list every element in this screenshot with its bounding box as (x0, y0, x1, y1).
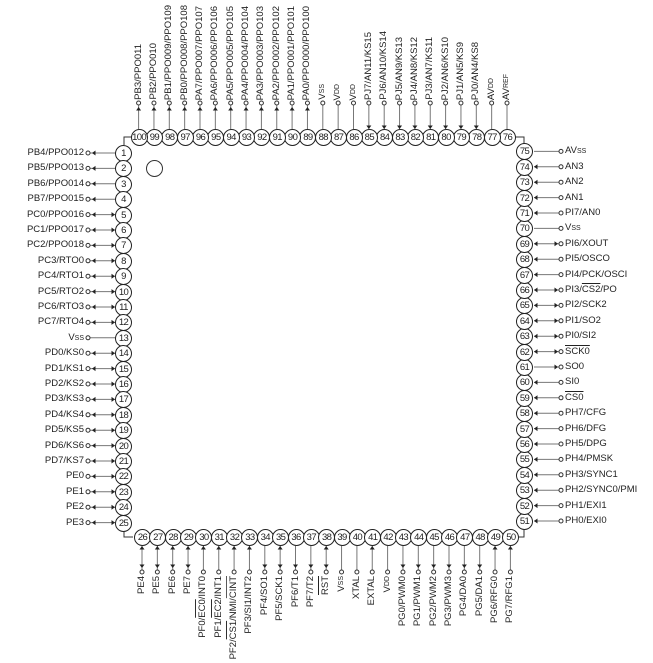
pin-number: 97 (177, 129, 194, 146)
pin-number: 28 (165, 529, 182, 546)
pin-number: 37 (303, 529, 320, 546)
pin-number: 69 (516, 236, 533, 253)
pin-label: PC7/RTO4 (37, 316, 84, 328)
pin-label: PH0/EXI0 (565, 515, 607, 526)
pin-number: 93 (238, 129, 255, 146)
pin-label: PC2/PPO018 (26, 239, 84, 251)
pin-label: VSS (68, 331, 84, 343)
pin-label: VSS (316, 84, 328, 100)
pin-number: 5 (115, 207, 132, 224)
pin-label: PD5/KS5 (44, 424, 84, 436)
pin-label: PF4/SO1 (258, 576, 270, 616)
pin-number: 81 (422, 129, 439, 146)
pin-number: 39 (334, 529, 351, 546)
pin-number: 21 (115, 453, 132, 470)
pin-number: 18 (115, 407, 132, 424)
pin-label: PJ0/AN4/KS8 (470, 41, 482, 100)
pin-label: PF2/CS1/NMI/CINT (228, 576, 240, 660)
pin-number: 63 (516, 328, 533, 345)
pin-number: 73 (516, 174, 533, 191)
pin-label: PA5/PPO005/PPO105 (224, 5, 236, 100)
pin-label: PG0/PWM0 (396, 576, 408, 627)
pin-number: 23 (115, 484, 132, 501)
pin-number: 71 (516, 205, 533, 222)
pin-label: PF3/SI1/INT2 (243, 576, 255, 634)
pin-number: 26 (134, 529, 151, 546)
pin-number: 75 (516, 143, 533, 160)
pin-number: 50 (502, 529, 519, 546)
pin-label: PG1/PWM1 (412, 576, 424, 627)
pin-label: PI0/SI2 (565, 330, 597, 342)
pin-number: 43 (395, 529, 412, 546)
pin-label: PH3/SYNC1 (565, 468, 618, 480)
pin-number: 1 (115, 145, 132, 162)
pin-label: PJ7/AN11/KS15 (362, 32, 374, 100)
pin-number: 89 (299, 129, 316, 146)
pin-label: PC0/PPO016 (26, 208, 84, 220)
pin-label: PA4/PPO004/PPO104 (240, 5, 252, 100)
pin-label: VSS (565, 222, 581, 234)
pin-label: PH6/DFG (565, 422, 607, 434)
pin-number: 62 (516, 344, 533, 361)
pin-label: PA3/PPO003/PPO103 (255, 5, 267, 100)
pin-number: 64 (516, 313, 533, 330)
pin-label: PC3/RTO0 (37, 254, 84, 266)
pin-number: 35 (272, 529, 289, 546)
pin-number: 70 (516, 220, 533, 237)
pin-number: 74 (516, 159, 533, 176)
pin-label: PH5/DPG (565, 438, 607, 449)
pin-number: 34 (257, 529, 274, 546)
pin-number: 2 (115, 160, 132, 177)
pin-label: AN3 (565, 160, 584, 172)
pin-label: PH7/CFG (565, 407, 607, 419)
pin-label: PD4/KS4 (44, 408, 84, 420)
pin-label: PD0/KS0 (44, 347, 84, 359)
pin-number: 27 (149, 529, 166, 546)
pin-number: 91 (269, 129, 286, 146)
pin-label: EXTAL (366, 576, 378, 606)
pin-number: 88 (315, 129, 332, 146)
pin-label: PE0 (66, 470, 84, 482)
pin-number: 96 (192, 129, 209, 146)
pin-number: 16 (115, 376, 132, 393)
pin-number: 90 (284, 129, 301, 146)
pin-number: 42 (380, 529, 397, 546)
pin-label: PI3/CS2/PO (565, 284, 617, 295)
pin-number: 57 (516, 421, 533, 438)
pin-number: 10 (115, 284, 132, 301)
pin-number: 4 (115, 191, 132, 208)
pin-number: 24 (115, 499, 132, 516)
pin-label: VSS (335, 576, 347, 592)
pin-number: 58 (516, 405, 533, 422)
pin-number: 54 (516, 467, 533, 484)
pin-number: 46 (441, 529, 458, 546)
pin-label: PI7/AN0 (565, 207, 601, 218)
pin-label: PD3/KS3 (44, 393, 84, 405)
pin-number: 47 (456, 529, 473, 546)
pin-number: 25 (115, 515, 132, 532)
pin-number: 33 (241, 529, 258, 546)
pin-number: 84 (376, 129, 393, 146)
pin-label: PB5/PPO013 (27, 162, 84, 174)
pin-number: 61 (516, 359, 533, 376)
pin-label: PB0/PPO008/PPO108 (178, 4, 190, 100)
pin-label: AVREF (501, 74, 512, 100)
pin-label: PD1/KS1 (44, 362, 84, 374)
pin-number: 20 (115, 438, 132, 455)
pin-number: 44 (410, 529, 427, 546)
pin-label: PF7/T2 (304, 576, 316, 608)
pin-label: PE2 (66, 501, 84, 513)
pin-label: PC6/RTO3 (37, 301, 84, 312)
pin-label: VDD (347, 83, 359, 100)
pin-number: 45 (426, 529, 443, 546)
pin-label: PJ5/AN9/KS13 (393, 36, 405, 100)
pin-number: 22 (115, 468, 132, 485)
pin-label: PB7/PPO015 (27, 193, 84, 205)
pin-number: 55 (516, 451, 533, 468)
pin-number: 8 (115, 253, 132, 270)
pin-label: AN1 (565, 191, 584, 203)
pin-label: SCK0 (565, 345, 590, 357)
pin-label: PA0/PPO000/PPO100 (301, 5, 313, 100)
pin-label: PI4/PCK/OSCI (565, 268, 628, 280)
pin-label: PG5/DA1 (473, 576, 485, 617)
pin-number: 30 (195, 529, 212, 546)
pin-label: PH4/PMSK (565, 453, 614, 465)
pin-number: 31 (211, 529, 228, 546)
pin-number: 15 (115, 361, 132, 378)
pin-label: PH1/EXI1 (565, 499, 607, 511)
pin-label: PB6/PPO014 (27, 177, 84, 189)
pin-label: PA2/PPO002/PPO102 (270, 5, 282, 100)
pin-label: PC1/PPO017 (26, 224, 84, 235)
pin-label: PE4 (136, 576, 147, 594)
pin-number: 59 (516, 390, 533, 407)
pin-label: PC5/RTO2 (37, 285, 84, 297)
pin-number: 9 (115, 268, 132, 285)
pin-label: XTAL (350, 576, 362, 600)
pin-number: 66 (516, 282, 533, 299)
pin-number: 41 (364, 529, 381, 546)
pin-label: PD2/KS2 (44, 378, 84, 389)
pin-number: 76 (499, 129, 516, 146)
pin-number: 19 (115, 422, 132, 439)
pin-number: 79 (453, 129, 470, 146)
pin-label: PA6/PPO006/PPO106 (209, 5, 221, 100)
pin-label: PE7 (182, 576, 194, 594)
pin-label: PC4/RTO1 (37, 270, 84, 282)
pin-number: 82 (407, 129, 424, 146)
pin-label: PF6/T1 (289, 576, 301, 608)
pin-number: 13 (115, 330, 132, 347)
pin-label: PH2/SYNC0/PMI (565, 484, 638, 496)
pin-label: PE6 (166, 576, 178, 594)
pin-number: 32 (226, 529, 243, 546)
pin-number: 3 (115, 176, 132, 193)
pin-number: 56 (516, 436, 533, 453)
pin-label: RST (320, 576, 332, 595)
pin-label: PB4/PPO012 (27, 147, 84, 158)
pin-label: PE1 (66, 485, 84, 497)
pin-label: SI0 (565, 376, 580, 388)
pin-label: AN2 (565, 176, 584, 188)
pin-number: 99 (146, 129, 163, 146)
pin-number: 86 (346, 129, 363, 146)
pin-label: AVSS (565, 145, 587, 157)
pin-number: 6 (115, 222, 132, 239)
pin-label: PE3 (66, 516, 84, 528)
pin-label: PA1/PPO001/PPO101 (286, 5, 298, 100)
pin-label: CS0 (565, 391, 584, 403)
pin-number: 51 (516, 513, 533, 530)
pin-number: 11 (115, 299, 132, 316)
pin-label: PG2/PWM2 (427, 576, 439, 627)
pin-label: PE5 (151, 576, 163, 594)
pin-number: 92 (253, 129, 270, 146)
pin-number: 87 (330, 129, 347, 146)
pin-label: PG4/DA0 (458, 576, 470, 617)
pin-label: PB1/PPO009/PPO109 (163, 4, 175, 100)
pin-label: PF0/EC0/INT0 (197, 576, 209, 638)
pin-label: PI2/SCK2 (565, 299, 607, 311)
pin-number: 68 (516, 251, 533, 268)
pin-label: PG3/PWM3 (443, 576, 454, 627)
pin-label: PG6/RFG0 (489, 576, 501, 623)
pin-number: 12 (115, 314, 132, 331)
pin-label: PA7/PPO007/PPO107 (194, 5, 205, 100)
pin-label: PB2/PPO010 (147, 43, 159, 100)
pin-number: 53 (516, 482, 533, 499)
pin-number: 100 (131, 129, 148, 146)
pin-label: PJ6/AN10/KS14 (378, 31, 390, 100)
pin-label: PB3/PPO011 (132, 44, 144, 100)
pin-number: 78 (468, 129, 485, 146)
pin-number: 48 (472, 529, 489, 546)
pin-number: 7 (115, 237, 132, 254)
pin-number: 14 (115, 345, 132, 362)
pin-label: PJ1/AN5/KS9 (454, 41, 466, 100)
pin-number: 65 (516, 297, 533, 314)
pin-number: 67 (516, 267, 533, 284)
pin-label: PI6/XOUT (565, 237, 609, 249)
pin-number: 29 (180, 529, 197, 546)
pin-label: AVDD (485, 77, 497, 100)
pin-number: 17 (115, 391, 132, 408)
pin-label: PD6/KS6 (44, 439, 84, 451)
pin-number: 52 (516, 498, 533, 515)
pin-number: 77 (484, 129, 501, 146)
pin1-orientation-mark (146, 160, 163, 177)
pin-number: 49 (487, 529, 504, 546)
pin-label: PI5/OSCO (565, 253, 610, 265)
pin-label: PF5/SCK1 (274, 576, 286, 621)
pin-number: 85 (361, 129, 378, 146)
pin-number: 60 (516, 374, 533, 391)
pin-number: 83 (392, 129, 409, 146)
pin-label: PJ4/AN8/KS12 (408, 36, 420, 100)
pin-label: SO0 (565, 361, 585, 372)
pin-number: 40 (349, 529, 366, 546)
pin-label: VDD (332, 83, 344, 100)
pin-number: 38 (318, 529, 335, 546)
pin-number: 80 (438, 129, 455, 146)
pin-number: 95 (207, 129, 224, 146)
pin-label: PJ2/AN6/KS10 (439, 36, 451, 100)
pin-label: PI1/SO2 (565, 314, 601, 326)
pin-number: 72 (516, 190, 533, 207)
pin-number: 36 (288, 529, 305, 546)
pin-label: PG7/RFG1 (504, 576, 516, 623)
pin-label: PJ3/AN7/KS11 (424, 37, 436, 100)
pin-number: 94 (223, 129, 240, 146)
pin-label: VDD (381, 576, 393, 593)
pin-label: PF1/EC2/INT1 (212, 576, 224, 638)
pin-number: 98 (161, 129, 178, 146)
pin-label: PD7/KS7 (44, 455, 84, 466)
